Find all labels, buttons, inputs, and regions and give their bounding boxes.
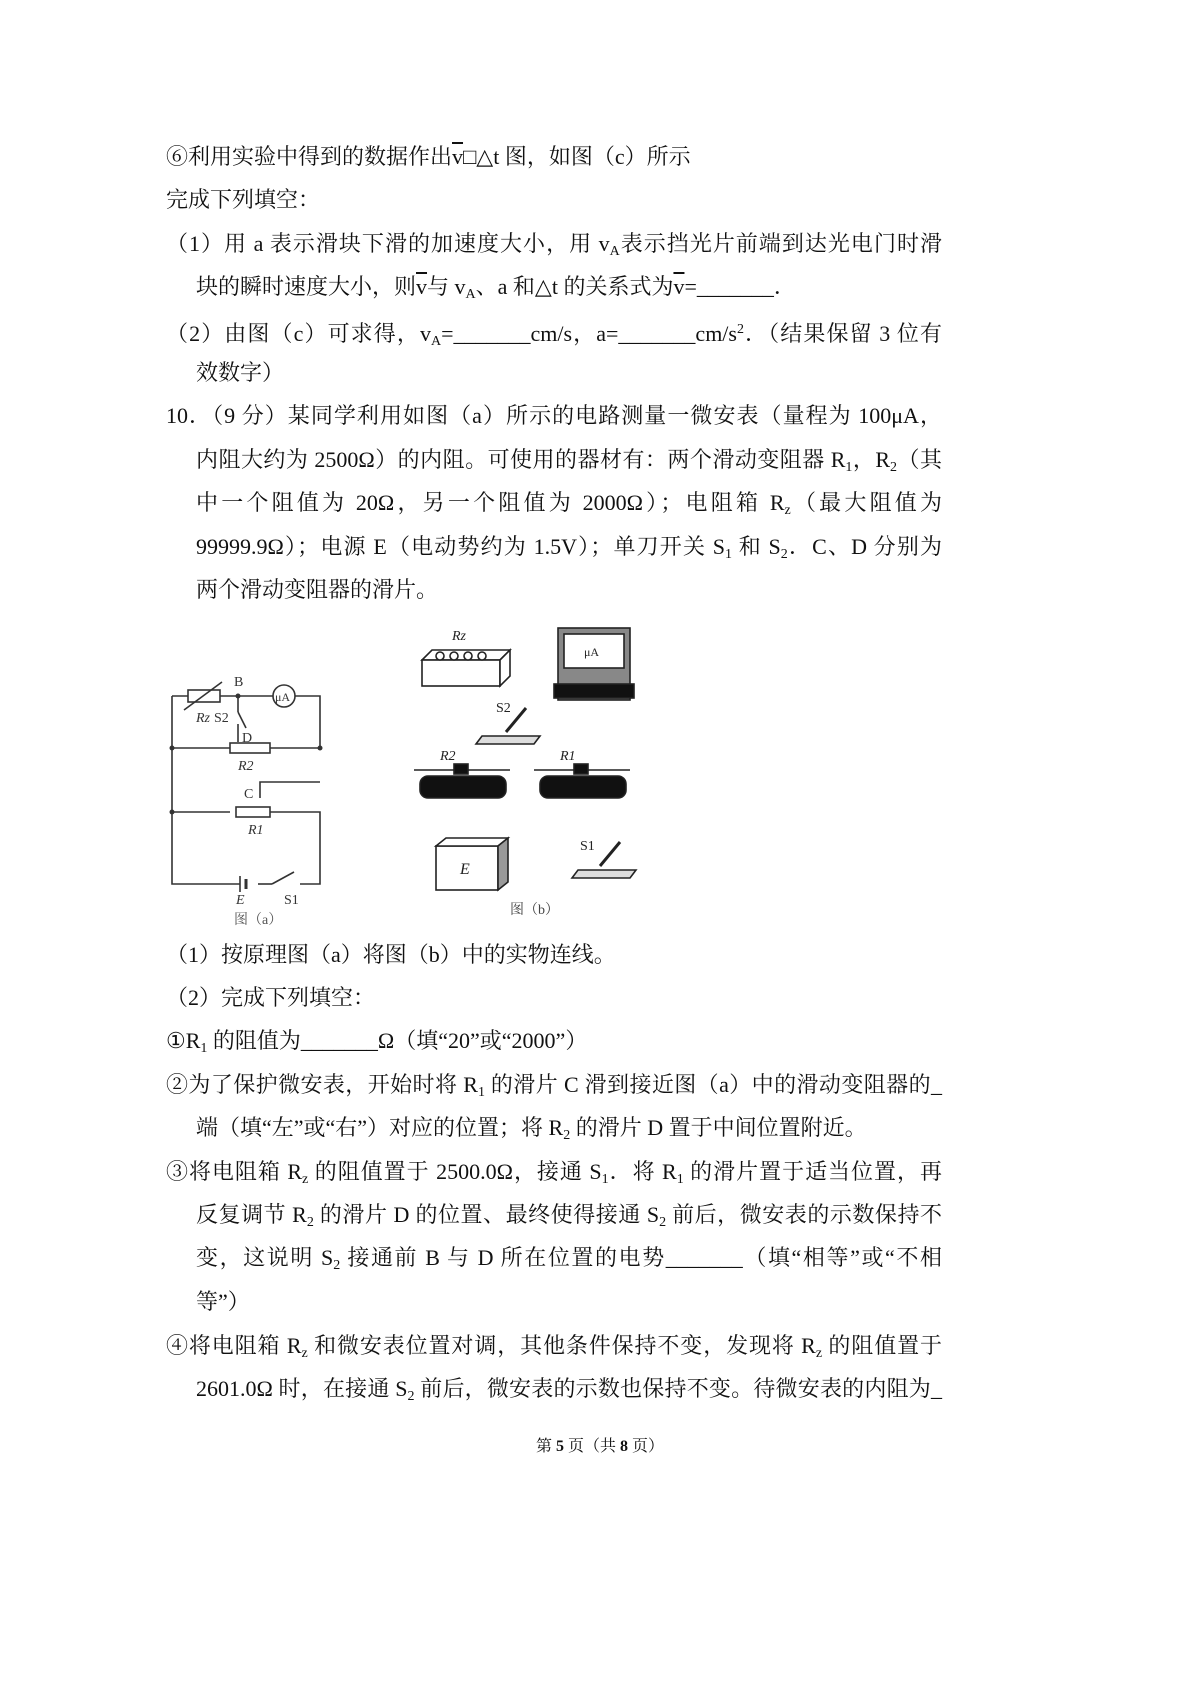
subscript: 2	[306, 1215, 314, 1230]
subscript: z	[301, 1346, 308, 1361]
label-d: D	[242, 731, 253, 746]
text-line	[166, 1026, 942, 1064]
overline-symbol: $\overline{v}$	[416, 274, 428, 299]
page-number: 5	[555, 1438, 564, 1455]
subscript: A	[465, 287, 476, 302]
text-line	[166, 1331, 942, 1361]
subscript: A	[609, 244, 620, 259]
text-segment: 端（填“左”或“右”）对应的位置；将 R	[196, 1115, 564, 1140]
label-e: E	[460, 861, 470, 878]
text-segment: 内阻大约为 2500Ω）的内阻。可使用的器材有：两个滑动变阻器 R	[196, 447, 846, 472]
subscript: 1	[676, 1172, 684, 1187]
text-segment: ．（结果保留 3 位有	[743, 321, 942, 346]
footer-middle: 页（共	[563, 1438, 620, 1455]
text-segment: （其	[897, 447, 942, 472]
text-segment: □△t 图，如图（c）所示	[463, 144, 691, 169]
text-line	[196, 1287, 942, 1317]
text-segment: ①R	[166, 1028, 201, 1053]
text-segment: 表示挡光片前端到达光电门时滑	[619, 231, 942, 256]
text-segment: （2）由图（c）可求得，v	[166, 321, 431, 346]
subscript: z	[302, 1172, 309, 1187]
text-segment: 完成下列填空：	[166, 187, 321, 212]
text-line	[196, 575, 942, 605]
text-line	[166, 185, 942, 215]
label-r1: R1	[560, 749, 576, 764]
text-segment: 的阻值为_______Ω（填“20”或“2000”）	[207, 1028, 588, 1053]
text-segment: 10．（9 分）某同学利用如图（a）所示的电路测量一微安表（量程为 100μA，	[166, 403, 942, 428]
text-segment: 前后，微安表的示数也保持不变。待微安表的内阻为_	[414, 1376, 942, 1401]
text-segment: 反复调节 R	[196, 1202, 307, 1227]
subscript: 1	[601, 1172, 609, 1187]
text-line	[196, 488, 942, 518]
text-line	[166, 983, 942, 1013]
text-line	[166, 1157, 942, 1187]
supscript: 2	[736, 322, 744, 337]
subscript: 2	[407, 1389, 415, 1404]
text-segment: 的阻值置于	[822, 1333, 942, 1358]
microammeter-drawing	[554, 628, 634, 700]
rheostat-r1-drawing	[534, 764, 630, 798]
text-line	[196, 1200, 942, 1230]
subscript: 1	[725, 547, 733, 562]
text-line	[196, 1113, 942, 1151]
text-segment: 块的瞬时速度大小，则	[196, 274, 417, 299]
figure-b-apparatus	[410, 620, 650, 920]
label-s2: S2	[214, 711, 229, 726]
subscript: A	[430, 334, 442, 349]
subscript: 2	[333, 1258, 341, 1273]
text-segment: 中一个阻值为 20Ω，另一个阻值为 2000Ω）；电阻箱 R	[196, 490, 785, 515]
text-segment: （1）按原理图（a）将图（b）中的实物连线。	[166, 942, 616, 967]
text-segment: 的滑片 D 的位置、最终使得接通 S	[313, 1202, 660, 1227]
subscript: 1	[477, 1085, 485, 1100]
text-segment: ④将电阻箱 R	[166, 1333, 302, 1358]
resistance-box-drawing	[422, 650, 510, 686]
footer-prefix: 第	[535, 1438, 556, 1455]
label-b: B	[234, 675, 244, 690]
label-r2: R2	[440, 749, 456, 764]
text-segment: 两个滑动变阻器的滑片。	[196, 577, 439, 602]
text-line	[166, 229, 942, 259]
battery-drawing	[436, 838, 508, 890]
text-segment: 前后，微安表的示数保持不	[666, 1202, 942, 1227]
subscript: 1	[845, 460, 853, 475]
subscript: 2	[890, 460, 898, 475]
text-segment: ③将电阻箱 R	[166, 1159, 303, 1184]
overline-symbol: $\overline{v}$	[452, 144, 464, 169]
figure-b-caption: 图（b）	[510, 903, 559, 918]
text-segment: 和 S	[732, 534, 781, 559]
text-segment: =_______．	[684, 274, 796, 299]
total-pages: 8	[620, 1438, 628, 1455]
figure-a-caption: 图（a）	[234, 913, 283, 928]
label-c: C	[244, 787, 254, 802]
circuit-labels	[170, 675, 323, 908]
text-segment: ②为了保护微安表，开始时将 R	[166, 1072, 478, 1097]
text-segment: 和微安表位置对调，其他条件保持不变，发现将 R	[307, 1333, 816, 1358]
text-segment: 的阻值置于 2500.0Ω，接通 S	[308, 1159, 602, 1184]
rheostat-r2-drawing	[414, 764, 510, 798]
text-segment: 效数字）	[196, 360, 285, 385]
text-line	[196, 272, 942, 310]
text-line	[166, 401, 942, 431]
subscript: 2	[563, 1128, 571, 1143]
footer-suffix: 页）	[628, 1438, 665, 1455]
label-rz: Rz	[452, 629, 466, 644]
text-segment: 的滑片置于适当位置，再	[683, 1159, 942, 1184]
text-segment: 99999.9Ω）；电源 E（电动势约为 1.5V）；单刀开关 S	[196, 534, 726, 559]
text-line	[166, 940, 942, 970]
label-ua: μA	[584, 645, 600, 659]
subscript: z	[815, 1346, 823, 1361]
overline-symbol: $\overline{v}$	[673, 274, 685, 299]
text-segment: 、a 和△t 的关系式为	[475, 274, 674, 299]
text-segment: ．将 R	[608, 1159, 677, 1184]
label-s1: S1	[580, 839, 595, 854]
text-segment: ，R	[852, 447, 891, 472]
text-line	[166, 315, 942, 349]
text-segment: 与 v	[427, 274, 466, 299]
text-segment: 的滑片 D 置于中间位置附近。	[570, 1115, 867, 1140]
text-line	[166, 142, 942, 172]
rheostat-r1-symbol	[236, 807, 270, 817]
label-ua: μA	[275, 690, 291, 704]
text-line	[196, 1243, 942, 1273]
switch-s2-symbol	[238, 712, 246, 728]
subscript: z	[784, 503, 791, 518]
subscript: 2	[780, 547, 788, 562]
label-rz: Rz	[196, 711, 210, 726]
page-footer	[0, 1433, 1200, 1456]
label-s1: S1	[284, 893, 299, 908]
text-segment: ．C、D 分别为	[787, 534, 942, 559]
label-e: E	[236, 893, 245, 908]
text-line	[196, 532, 942, 562]
text-segment: 的滑片 C 滑到接近图（a）中的滑动变阻器的_	[484, 1072, 942, 1097]
text-segment: 接通前 B 与 D 所在位置的电势_______（填“相等”或“不相	[340, 1245, 942, 1270]
figure-a-circuit	[160, 672, 340, 928]
text-segment: （1）用 a 表示滑块下滑的加速度大小，用 v	[166, 231, 610, 256]
label-r1: R1	[248, 823, 264, 838]
subscript: 2	[659, 1215, 667, 1230]
label-r2: R2	[238, 759, 254, 774]
text-segment: （2）完成下列填空：	[166, 985, 376, 1010]
text-line	[196, 358, 942, 388]
label-s2: S2	[496, 701, 511, 716]
text-segment: 等”）	[196, 1289, 250, 1314]
text-segment: =_______cm/s，a=_______cm/s	[441, 321, 737, 346]
switch-s1-symbol	[272, 872, 294, 884]
text-line	[166, 1070, 942, 1100]
text-segment: 2601.0Ω 时，在接通 S	[196, 1376, 408, 1401]
text-segment: 变，这说明 S	[196, 1245, 334, 1270]
subscript: 1	[200, 1041, 208, 1056]
text-segment: ⑥利用实验中得到的数据作出	[166, 144, 453, 169]
text-segment: （最大阻值为	[790, 490, 942, 515]
text-line	[196, 445, 942, 475]
text-line	[196, 1374, 942, 1404]
